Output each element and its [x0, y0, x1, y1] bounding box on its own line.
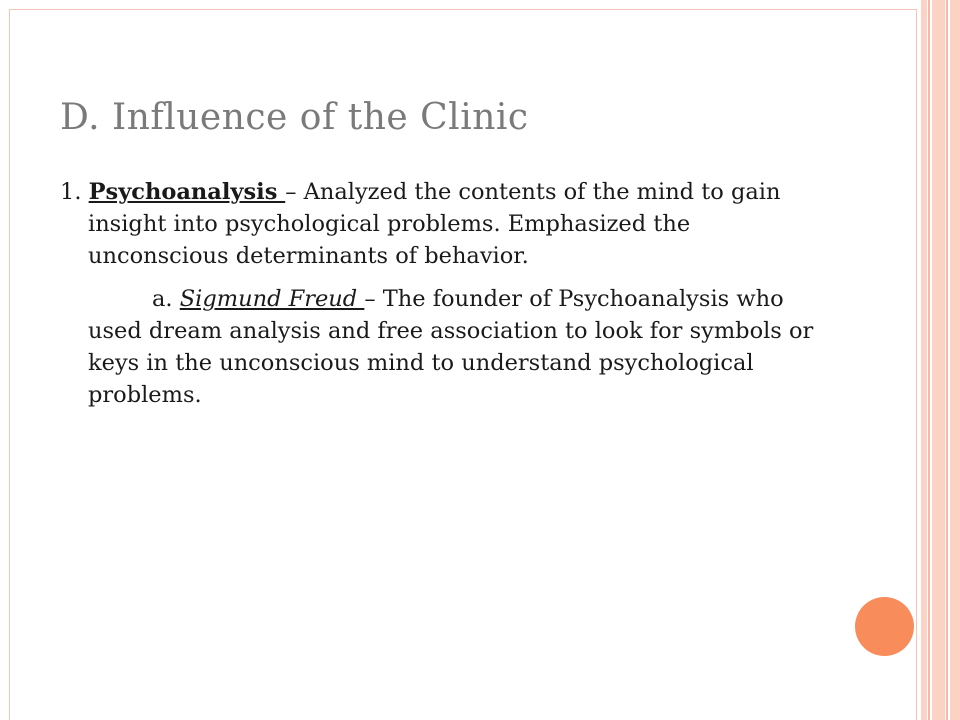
accent-circle [855, 597, 914, 656]
point-1a-text: The founder of Psychoanalysis who used dream analysis and free association to look for symbols or keys in the unconscious mind to understand psychological problems. [88, 286, 814, 408]
point-1 [60, 176, 820, 272]
name-sigmund-freud: Sigmund Freud [179, 286, 365, 312]
point-1-text: Analyzed the contents of the mind to gain insight into psychological problems. Emphasized the unconscious determinants of behavior. [88, 179, 781, 269]
decor-stripe-5 [950, 0, 960, 720]
point-1a-letter: a. [152, 286, 173, 312]
point-1a-dash: – [364, 286, 383, 312]
decor-stripe-1 [921, 0, 927, 720]
slide-title: D. Influence of the Clinic [60, 97, 529, 138]
point-1-number: 1. [60, 179, 82, 205]
term-psychoanalysis: Psychoanalysis [88, 179, 286, 205]
point-1a [60, 283, 820, 411]
slide-body [60, 176, 820, 411]
decor-stripe-2 [928, 0, 930, 720]
decor-stripe-3 [932, 0, 945, 720]
point-1-dash: – [285, 179, 304, 205]
decor-stripe-4 [946, 0, 948, 720]
